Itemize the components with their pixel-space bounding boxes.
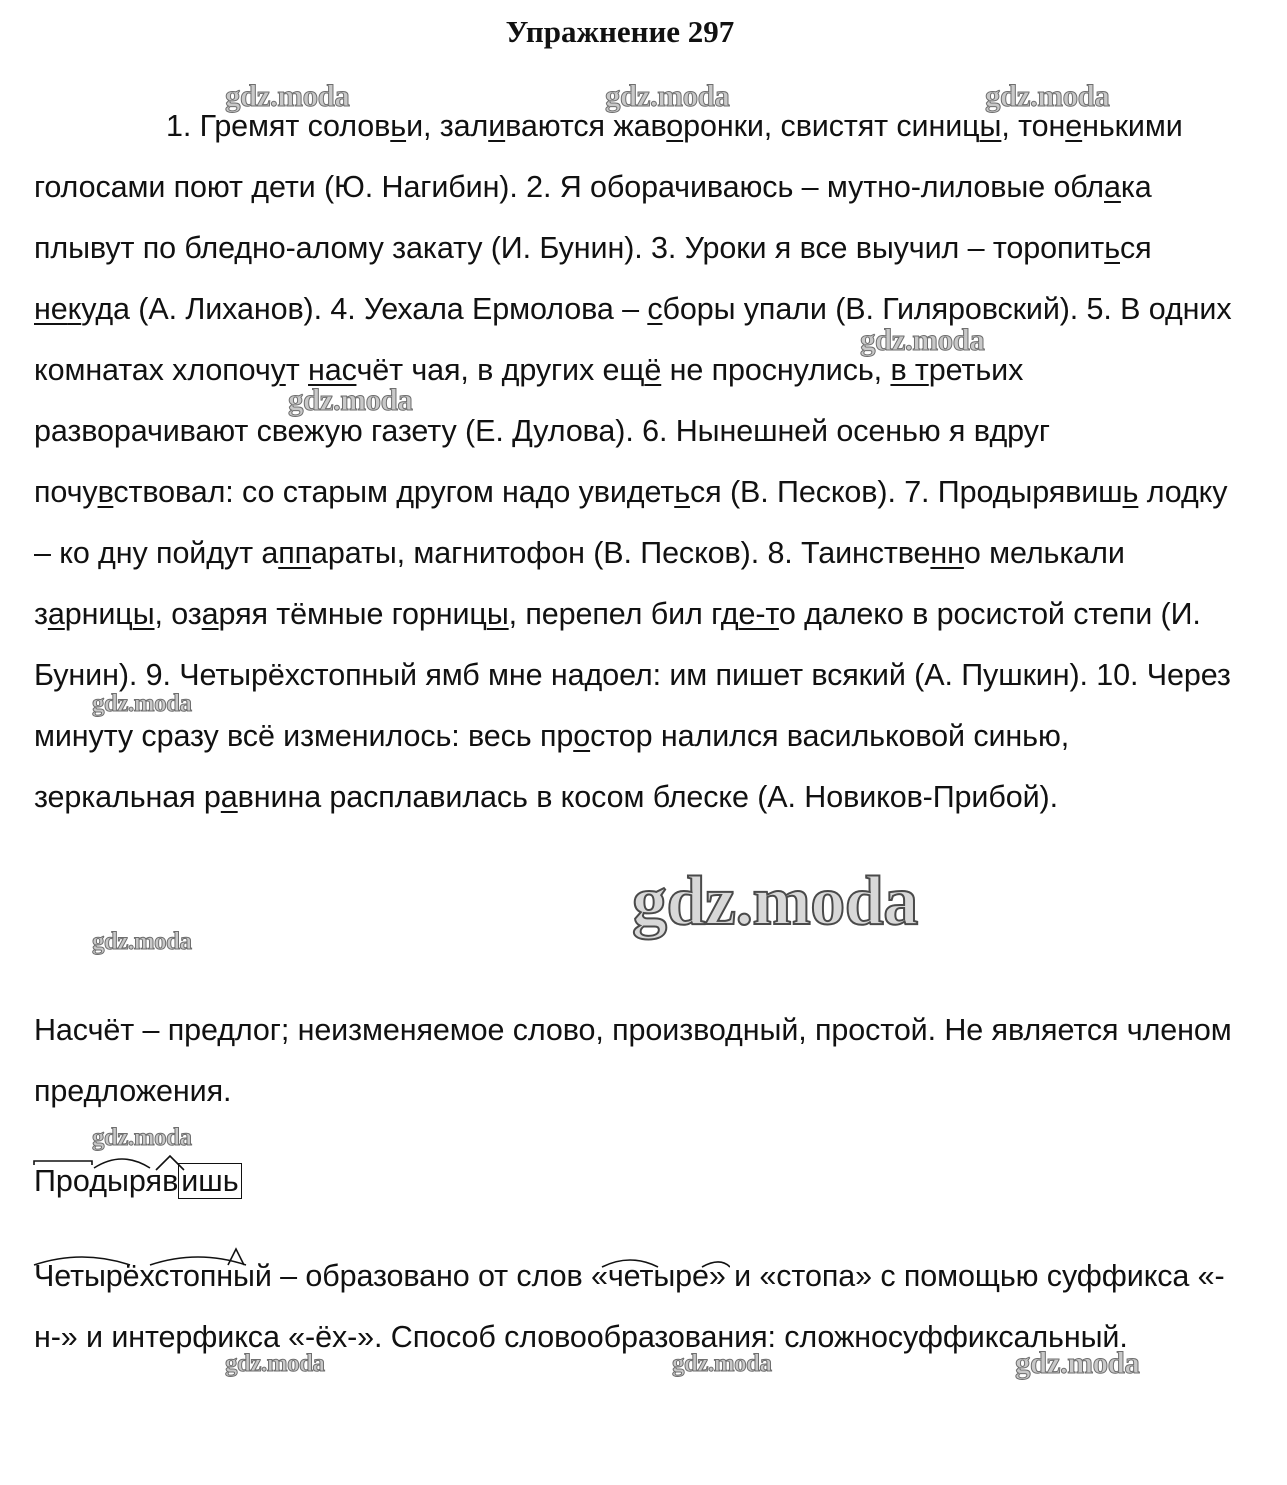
watermark: gdz.moda xyxy=(1015,1345,1140,1380)
analysis-paragraph: Насчёт – предлог; неизменяемое слово, производный, простой. Не является членом предложения. xyxy=(34,1013,1232,1108)
watermark: gdz.moda xyxy=(92,690,192,717)
root-mark xyxy=(702,1262,730,1267)
morpheme-ending: ишь xyxy=(178,1163,241,1199)
exercise-text xyxy=(34,96,1234,828)
morpheme-prefix: Про xyxy=(34,1164,90,1198)
watermark: gdz.moda xyxy=(605,78,730,113)
morpheme-suffix: я xyxy=(145,1164,163,1198)
root-mark xyxy=(94,1159,150,1168)
watermark: gdz.moda xyxy=(225,78,350,113)
root-mark xyxy=(602,1260,658,1267)
suffix-mark xyxy=(156,1156,184,1170)
morpheme-suffix: в xyxy=(162,1164,179,1198)
word-formation-marks xyxy=(30,1245,730,1269)
morpheme-root: дыр xyxy=(89,1164,146,1198)
page-title: Упражнение 297 xyxy=(505,14,735,49)
watermark: gdz.moda xyxy=(860,322,985,357)
word-formation-paragraph: Четырёхстопный – образовано от слов «четыре» и «стопа» с помощью суффикса «-н-» и интерфикса «-ёх-». Способ словообразования: сложносуффиксальный. xyxy=(34,1259,1225,1354)
watermark: gdz.moda xyxy=(225,1350,325,1377)
watermark: gdz.moda xyxy=(288,382,413,417)
watermark: gdz.moda xyxy=(92,928,192,955)
watermark-large: gdz.moda xyxy=(632,863,918,940)
morpheme-marks xyxy=(30,1152,260,1174)
prefix-mark xyxy=(34,1161,92,1165)
watermark: gdz.moda xyxy=(672,1350,772,1377)
watermark: gdz.moda xyxy=(985,78,1110,113)
watermark: gdz.moda xyxy=(92,1124,192,1151)
exercise-paragraph: 1. Гремят соловьи, заливаются жаворонки, свистят синицы, тоненькими голосами поют дети (Ю. Нагибин). 2. Я оборачиваюсь – мутно-лиловые облака плывут по бледно-алому закату (И. Бунин). 3. Уроки я все выучил – торопиться некуда (А. Лиханов). 4. Уехала Ермолова – сборы упали (В. Гиляровский). 5. В одних комнатах хлопочут насчёт чая, в других ещё не проснулись, в третьих разворачивают свежую газету (Е. Дулова). 6. Нынешней осенью я вдруг почувствовал: со старым другом надо увидеться (В. Песков). 7. Продырявишь лодку – ко дну пойдут аппараты, магнитофон (В. Песков). 8. Таинственно мелькали зарницы, озаряя тёмные горницы, перепел бил где-то далеко в росистой степи (И. Бунин). 9. Четырёхстопный ямб мне надоел: им пишет всякий (А. Пушкин). 10. Через минуту сразу всё изменилось: весь простор налился васильковой синью, зеркальная равнина расплавилась в косом блеске (А. Новиков-Прибой). xyxy=(34,109,1232,814)
root-mark xyxy=(34,1257,130,1265)
analysis-text xyxy=(34,1000,1234,1122)
